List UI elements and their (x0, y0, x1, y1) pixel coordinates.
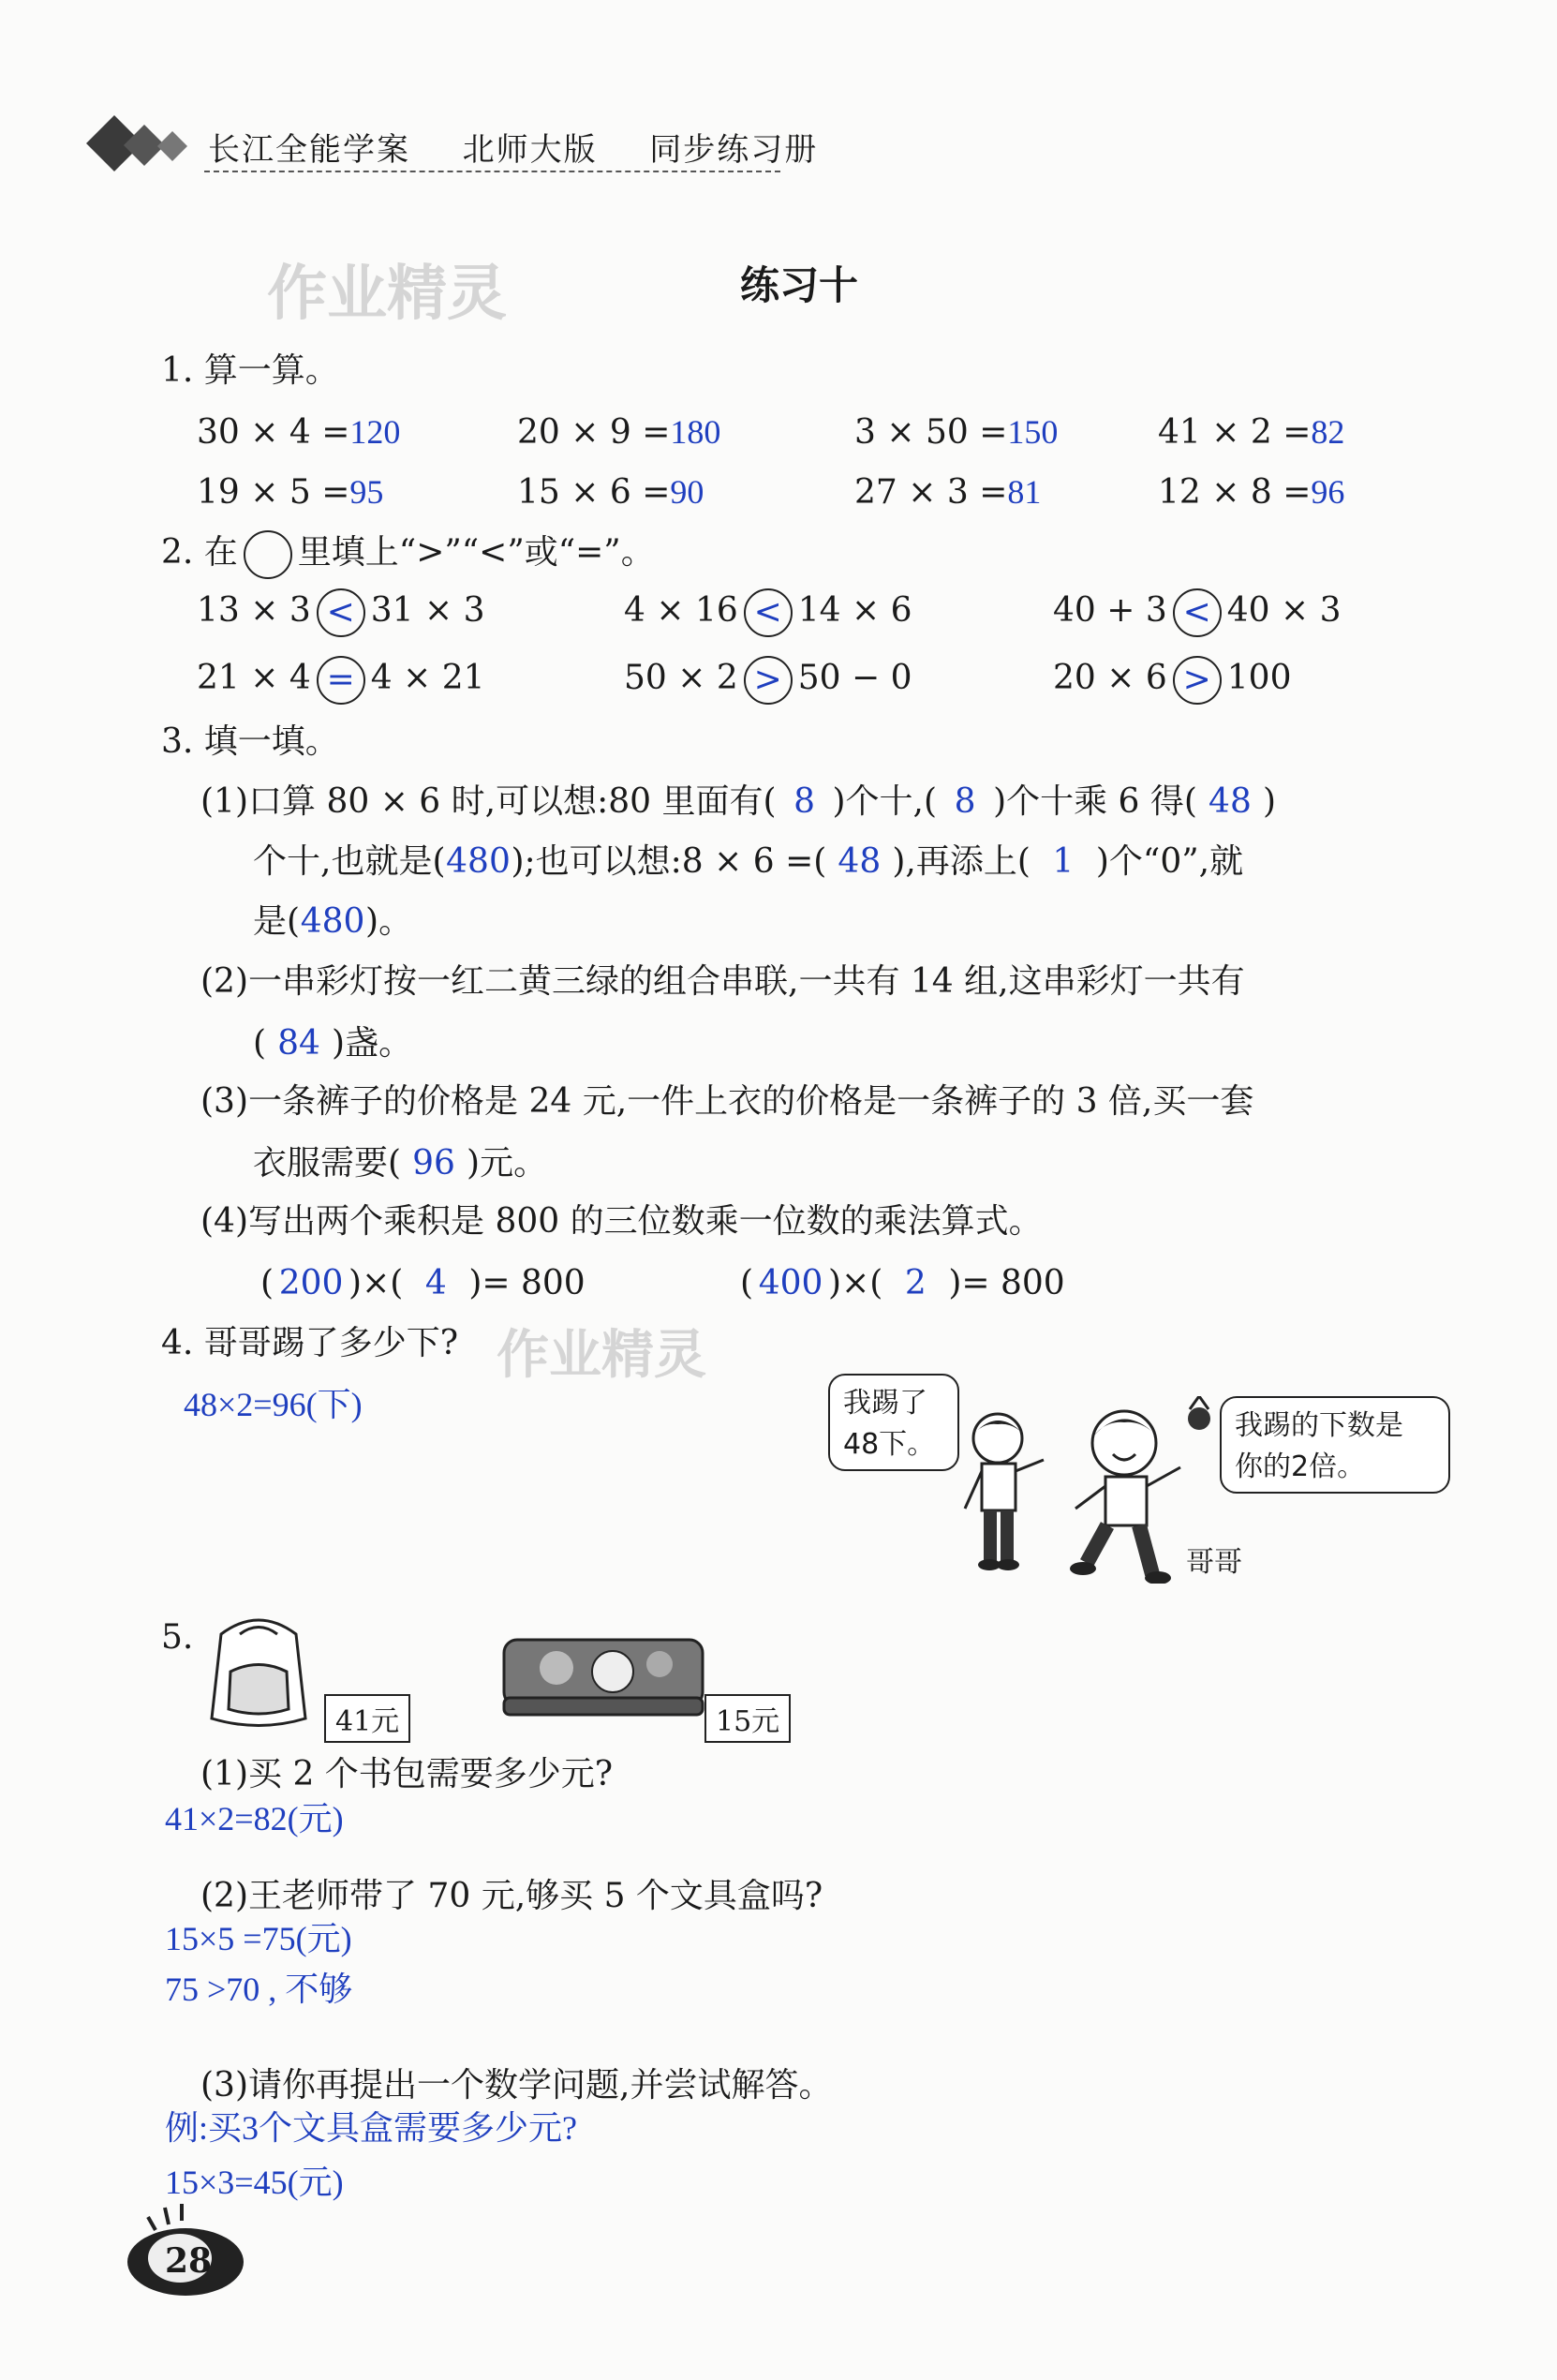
brother-label: 哥哥 (1186, 1546, 1242, 1579)
q5-s3-answer-1: 例:买3个文具盒需要多少元? (165, 2109, 577, 2147)
q5-s2-question: (2)王老师带了 70 元,够买 5 个文具盒吗? (200, 1877, 823, 1915)
pencil-case-icon (500, 1630, 706, 1724)
q3-p4-line1: (4)写出两个乘积是 800 的三位数乘一位数的乘法算式。 (200, 1202, 1043, 1241)
q5-s1-answer: 41×2=82(元) (165, 1800, 344, 1837)
watermark: 作业精灵 (497, 1325, 706, 1386)
q4-label: 4. 哥哥踢了多少下? (161, 1324, 459, 1362)
q2-item: 20 × 6 > 100 (1053, 656, 1291, 705)
header-logo-icon (86, 111, 199, 176)
q3-p4-eq1: ( 200 )×( 4 )= 800 (260, 1264, 586, 1302)
header-edition: 北师大版 (462, 131, 598, 169)
boy-illustration (946, 1406, 1059, 1574)
q1-item: 41 × 2 =82 (1158, 413, 1345, 452)
q3-p2-line1: (2)一串彩灯按一红二黄三绿的组合串联,一共有 14 组,这串彩灯一共有 (200, 962, 1245, 1001)
backpack-icon (193, 1606, 324, 1737)
q3-label: 3. 填一填。 (161, 722, 339, 761)
q3-p4-eq2: ( 400 )×( 2 )= 800 (740, 1264, 1065, 1302)
q1-label: 1. 算一算。 (161, 351, 339, 390)
q3-p1-line2: 个十,也就是(480);也可以想:8 × 6 =( 48 ),再添上( 1 )个“0”,就 (253, 842, 1244, 881)
q5-label: 5. (161, 1618, 194, 1657)
q5-s3-answer-2: 15×3=45(元) (165, 2164, 344, 2201)
q5-s1-question: (1)买 2 个书包需要多少元? (200, 1755, 614, 1793)
q1-item: 15 × 6 =90 (517, 473, 704, 512)
q1-item: 20 × 9 =180 (517, 413, 721, 452)
q3-p3-line2: 衣服需要( 96 )元。 (253, 1144, 548, 1183)
q3-p3-line1: (3)一条裤子的价格是 24 元,一件上衣的价格是一条裤子的 3 倍,买一套 (200, 1082, 1254, 1121)
page-title: 练习十 (740, 262, 859, 308)
q1-item: 3 × 50 =150 (854, 413, 1059, 452)
q3-p2-line2: ( 84 )盏。 (253, 1024, 413, 1063)
blank-circle-icon (244, 530, 292, 579)
q1-item: 19 × 5 =95 (197, 473, 384, 512)
q3-p1-line3: 是(480)。 (253, 902, 413, 941)
q2-label: 2. 在 里填上“>”“<”或“=”。 (161, 530, 655, 579)
header-underline (204, 171, 780, 172)
watermark: 作业精灵 (267, 260, 507, 329)
boy-speech-bubble: 我踢了 48下。 (828, 1374, 959, 1471)
q3-p1-line1: (1)口算 80 × 6 时,可以想:80 里面有( 8 )个十,( 8 )个十乘 6 得( 48 ) (200, 782, 1276, 821)
price-tag-backpack: 41元 (324, 1694, 410, 1743)
q4-answer: 48×2=96(下) (184, 1386, 363, 1423)
q1-item: 30 × 4 =120 (197, 413, 401, 452)
q2-item: 13 × 3 < 31 × 3 (197, 588, 485, 637)
q5-s2-answer-2: 75 >70 , 不够 (165, 1971, 353, 2008)
header-book: 长江全能学案 (208, 131, 410, 169)
q5-s3-question: (3)请你再提出一个数学问题,并尝试解答。 (200, 2066, 833, 2105)
q2-item: 40 + 3 < 40 × 3 (1053, 588, 1342, 637)
price-tag-pencil-case: 15元 (704, 1694, 791, 1743)
brother-speech-bubble: 我踢的下数是 你的2倍。 (1220, 1396, 1450, 1494)
q1-item: 12 × 8 =96 (1158, 473, 1345, 512)
header-text (208, 124, 818, 170)
q5-s2-answer-1: 15×5 =75(元) (165, 1920, 352, 1957)
page-number: 28 (165, 2241, 213, 2281)
header-type: 同步练习册 (649, 131, 819, 169)
q2-item: 50 × 2 > 50 − 0 (624, 656, 912, 705)
q2-item: 21 × 4 = 4 × 21 (197, 656, 485, 705)
q1-item: 27 × 3 =81 (854, 473, 1042, 512)
q2-item: 4 × 16 < 14 × 6 (624, 588, 912, 637)
